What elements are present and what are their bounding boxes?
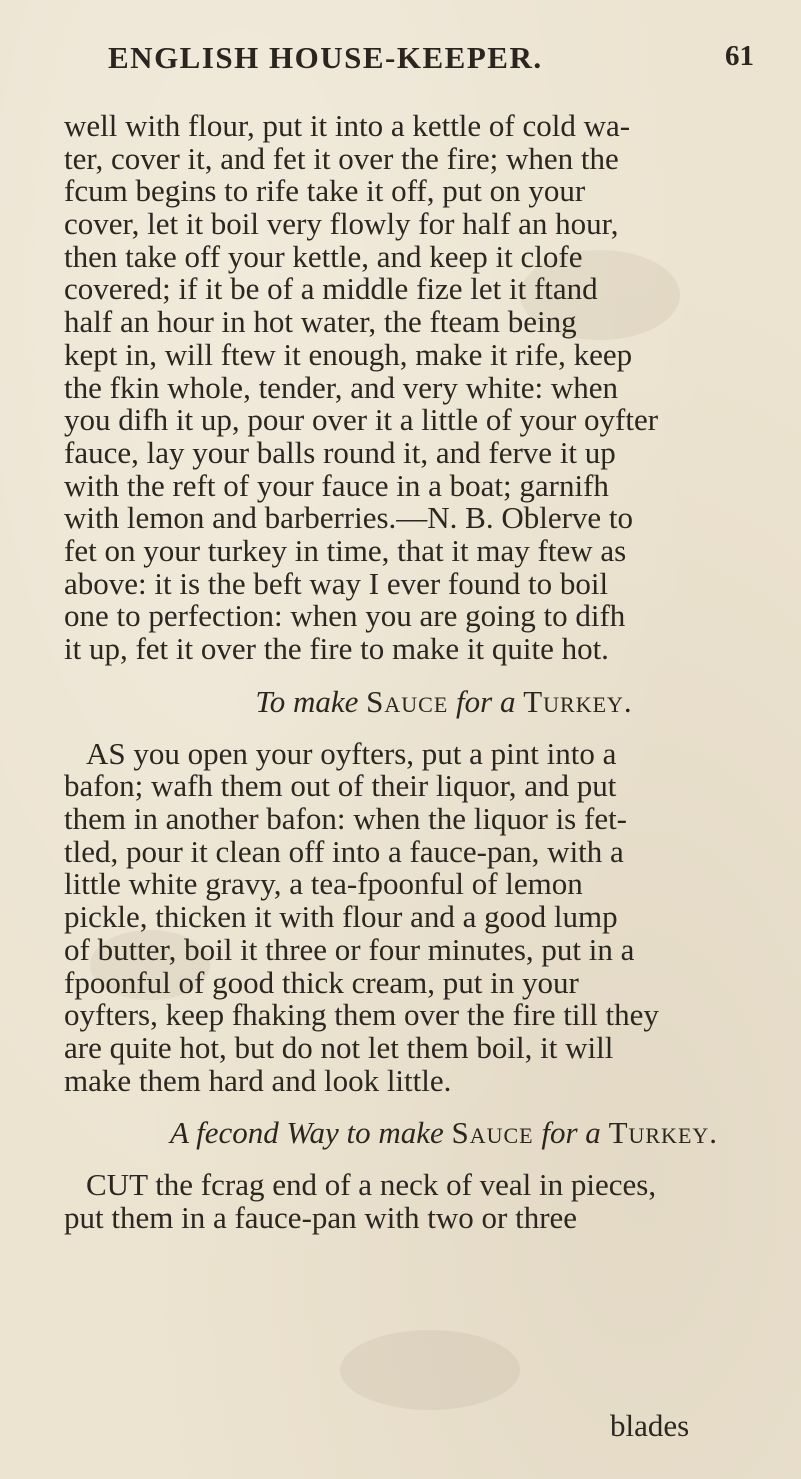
running-head: [0, 24, 801, 84]
heading-middle: for a: [456, 683, 516, 719]
text-line: oyfters, keep fhaking them over the fire till they: [64, 997, 659, 1033]
text-line: it up, fet it over the fire to make it quite hot.: [64, 631, 609, 666]
heading-turkey: Turkey.: [523, 683, 633, 719]
text-line: fauce, lay your balls round it, and ferve it up: [64, 434, 616, 470]
text-line: them in another bafon: when the liquor is fet-: [64, 801, 628, 837]
paragraph-boiled-turkey: [64, 110, 784, 666]
text-line: half an hour in hot water, the fteam being: [64, 304, 577, 340]
text-line: one to perfection: when you are going to difh: [64, 598, 626, 634]
heading-turkey: Turkey.: [608, 1115, 719, 1151]
text-line: tled, pour it clean off into a fauce-pan, with a: [64, 833, 624, 869]
heading-prefix: To make: [255, 683, 359, 719]
text-line: AS you open your oyfters, put a pint into a: [86, 735, 617, 771]
paragraph-oyster-sauce: [64, 735, 784, 1098]
heading-prefix: A fecond Way to make: [169, 1115, 444, 1151]
heading-middle: for a: [541, 1115, 601, 1151]
text-line: fet on your turkey in time, that it may ftew as: [64, 532, 627, 568]
text-line: covered; if it be of a middle fize let it ftand: [64, 271, 598, 307]
paper-stain: [340, 1330, 520, 1410]
text-line: fcum begins to rife take it off, put on your: [64, 173, 586, 209]
catchword: blades: [610, 1408, 690, 1443]
text-line: make them hard and look little.: [64, 1062, 452, 1098]
heading-sauce: Sauce: [366, 683, 449, 719]
text-line: with lemon and barberries.—N. B. Oblerve to: [64, 500, 634, 536]
text-line: CUT the fcrag end of a neck of veal in pieces,: [86, 1167, 657, 1203]
text-line: the fkin whole, tender, and very white: when: [64, 369, 619, 405]
text-line: kept in, will ftew it enough, make it rife, keep: [64, 336, 633, 372]
text-line: little white gravy, a tea-fpoonful of lemon: [64, 866, 583, 902]
recipe-heading: [64, 666, 784, 738]
text-line: pickle, thicken it with flour and a good lump: [64, 899, 618, 935]
page-body: [64, 110, 784, 1235]
paragraph-veal-sauce: [64, 1169, 784, 1234]
text-line: you difh it up, pour over it a little of your oyfter: [64, 402, 659, 438]
text-line: with the reft of your fauce in a boat; garnifh: [64, 467, 609, 503]
text-line: of butter, boil it three or four minutes, put in a: [64, 931, 635, 967]
text-line: cover, let it boil very flowly for half an hour,: [64, 206, 619, 242]
page-number: 61: [725, 40, 754, 72]
text-line: then take off your kettle, and keep it clofe: [64, 238, 583, 274]
text-line: fpoonful of good thick cream, put in your: [64, 964, 579, 1000]
text-line: are quite hot, but do not let them boil, it will: [64, 1029, 614, 1065]
text-line: ter, cover it, and fet it over the fire; when the: [64, 140, 619, 176]
text-line: put them in a fauce-pan with two or three: [64, 1199, 578, 1235]
recipe-heading: [64, 1097, 784, 1169]
heading-sauce: Sauce: [451, 1115, 534, 1151]
text-line: bafon; wafh them out of their liquor, and put: [64, 768, 617, 804]
text-line: above: it is the beft way I ever found to boil: [64, 565, 609, 601]
running-title: ENGLISH HOUSE-KEEPER.: [108, 40, 543, 75]
text-line: well with flour, put it into a kettle of cold wa-: [64, 108, 631, 143]
